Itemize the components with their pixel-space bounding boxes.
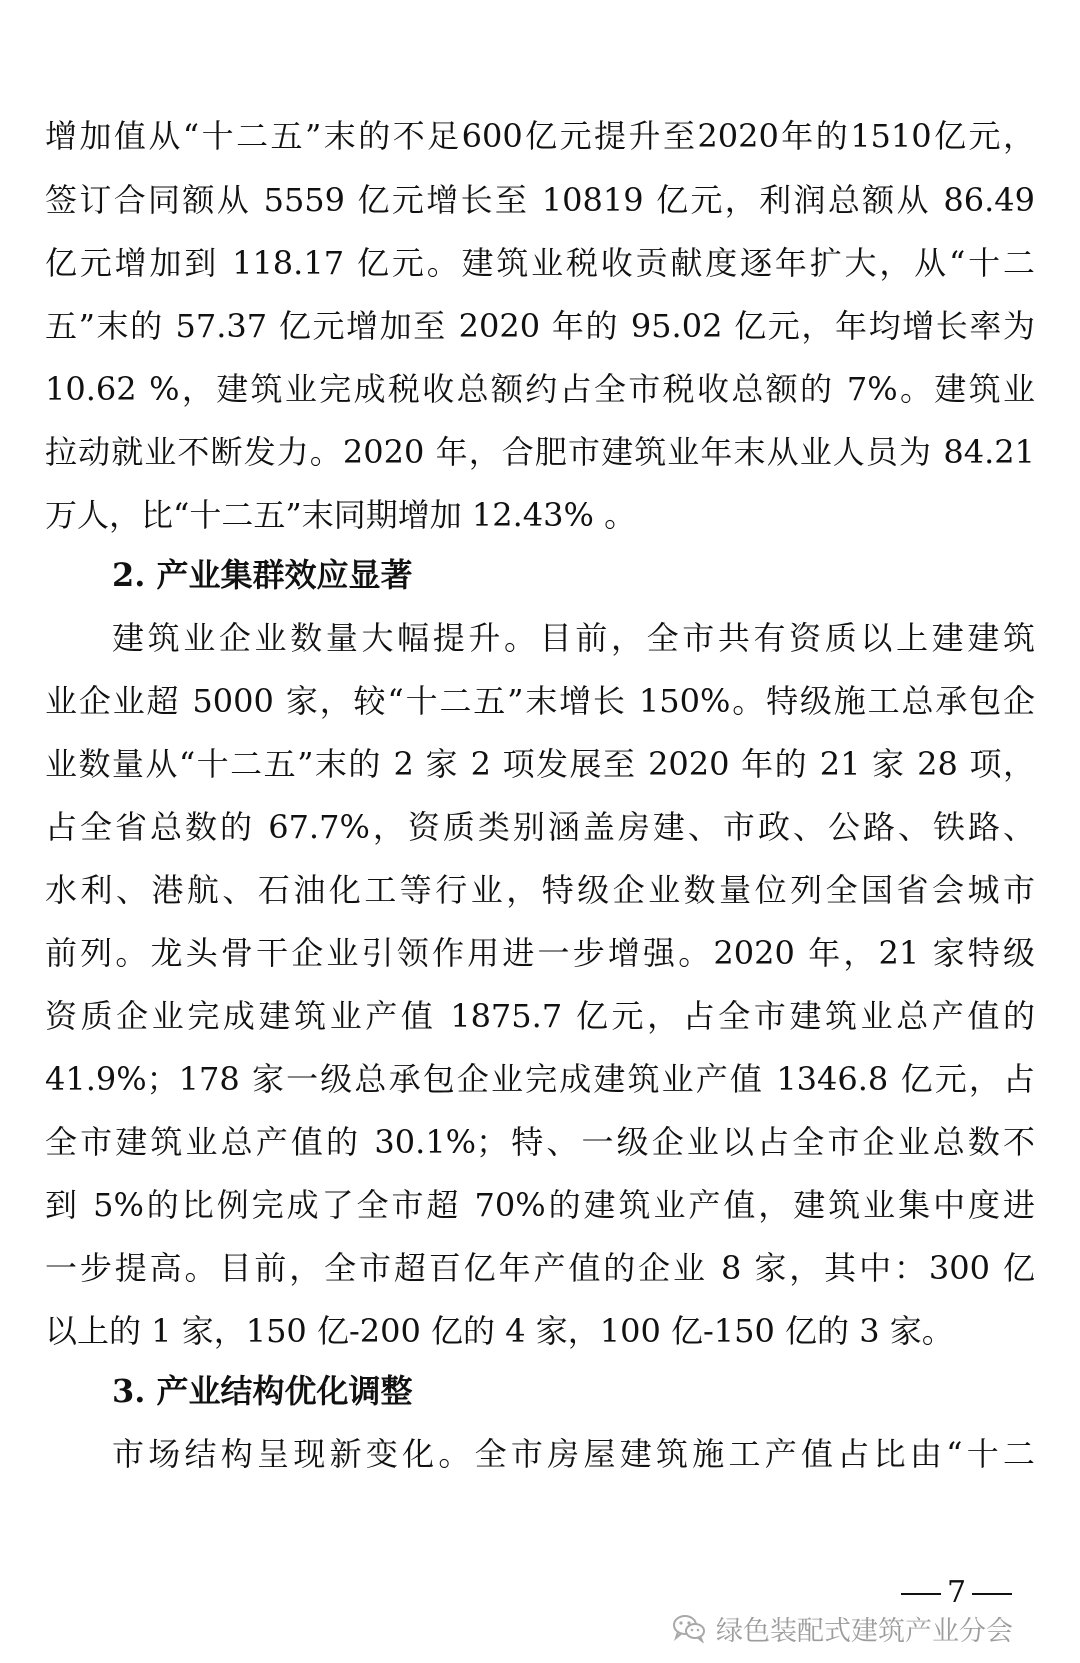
watermark-text: 绿色装配式建筑产业分会: [716, 1615, 1013, 1647]
paragraph-line: 以上的 1 家，150 亿-200 亿的 4 家，100 亿-150 亿的 3 家。: [45, 1312, 954, 1350]
paragraph-line: 10.62 %，建筑业完成税收总额约占全市税收总额的 7%。建筑业: [45, 370, 1035, 408]
paragraph-line: 拉动就业不断发力。2020 年，合肥市建筑业年末从业人员为 84.21: [45, 433, 1035, 471]
paragraph-line: 水利、港航、石油化工等行业，特级企业数量位列全国省会城市: [45, 871, 1035, 909]
paragraph-line: 占全省总数的 67.7%，资质类别涵盖房建、市政、公路、铁路、: [45, 808, 1035, 846]
paragraph-line: 到 5%的比例完成了全市超 70%的建筑业产值，建筑业集中度进: [45, 1186, 1035, 1224]
paragraph-line: 一步提高。目前，全市超百亿年产值的企业 8 家，其中：300 亿: [45, 1249, 1035, 1287]
paragraph-line: 全市建筑业总产值的 30.1%；特、一级企业以占全市企业总数不: [45, 1123, 1035, 1161]
watermark: [672, 1608, 1013, 1648]
paragraph-line: 业数量从“十二五”末的 2 家 2 项发展至 2020 年的 21 家 28 项，: [45, 745, 1035, 783]
paragraph-line: 41.9%；178 家一级总承包企业完成建筑业产值 1346.8 亿元，占: [45, 1060, 1035, 1098]
page-number: [895, 1575, 1018, 1611]
paragraph-line: 业企业超 5000 家，较“十二五”末增长 150%。特级施工总承包企: [45, 682, 1035, 720]
paragraph-line: 签订合同额从 5559 亿元增长至 10819 亿元，利润总额从 86.49: [45, 181, 1035, 219]
section-heading: 2. 产业集群效应显著: [112, 556, 413, 594]
paragraph-line: 增加值从“十二五”末的不足600亿元提升至2020年的1510亿元，: [45, 117, 1035, 155]
page-number-dash: [901, 1593, 941, 1595]
paragraph-line: 市场结构呈现新变化。全市房屋建筑施工产值占比由“十二: [112, 1435, 1035, 1473]
wechat-icon: [672, 1613, 706, 1643]
paragraph-line: 亿元增加到 118.17 亿元。建筑业税收贡献度逐年扩大，从“十二: [45, 244, 1035, 282]
page-number-dash: [972, 1593, 1012, 1595]
paragraph-line: 资质企业完成建筑业产值 1875.7 亿元，占全市建筑业总产值的: [45, 997, 1035, 1035]
paragraph-line: 建筑业企业数量大幅提升。目前，全市共有资质以上建建筑: [112, 619, 1035, 657]
paragraph-line: 前列。龙头骨干企业引领作用进一步增强。2020 年，21 家特级: [45, 934, 1035, 972]
section-heading: 3. 产业结构优化调整: [112, 1372, 413, 1410]
paragraph-line: 五”末的 57.37 亿元增加至 2020 年的 95.02 亿元，年均增长率为: [45, 307, 1035, 345]
page-number-value: 7: [947, 1575, 967, 1610]
paragraph-line: 万人，比“十二五”末同期增加 12.43% 。: [45, 496, 637, 534]
